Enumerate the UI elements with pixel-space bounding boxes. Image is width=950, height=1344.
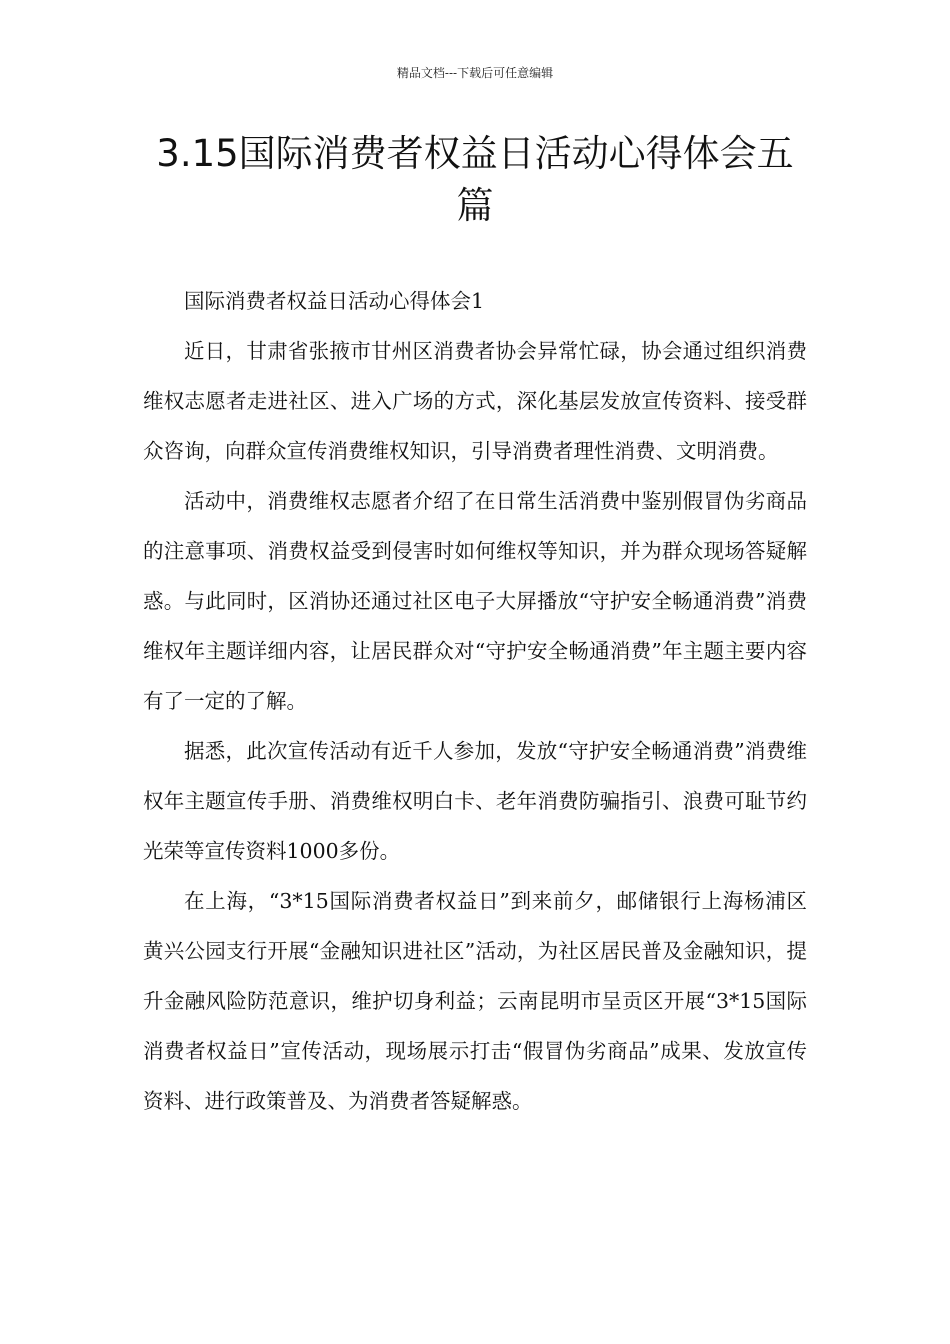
paragraph-4: 在上海，“3*15国际消费者权益日”到来前夕，邮储银行上海杨浦区黄兴公园支行开展“金融知识进社区”活动，为社区居民普及金融知识，提升金融风险防范意识，维护切身利益；云南昆明市呈贡区开展“3*15国际消费者权益日”宣传活动，现场展示打击“假冒伪劣商品”成果、发放宣传资料、进行政策普及、为消费者答疑解惑。 [143, 889, 807, 1113]
document-title: 3.15国际消费者权益日活动心得体会五篇 [156, 132, 794, 227]
paragraph-1: 近日，甘肃省张掖市甘州区消费者协会异常忙碌，协会通过组织消费维权志愿者走进社区、进入广场的方式，深化基层发放宣传资料、接受群众咨询，向群众宣传消费维权知识，引导消费者理性消费、文明消费。 [143, 339, 807, 463]
paragraph-2: 活动中，消费维权志愿者介绍了在日常生活消费中鉴别假冒伪劣商品的注意事项、消费权益受到侵害时如何维权等知识，并为群众现场答疑解惑。与此同时，区消协还通过社区电子大屏播放“守护安全畅通消费”消费维权年主题详细内容，让居民群众对“守护安全畅通消费”年主题主要内容有了一定的了解。 [143, 489, 807, 713]
paragraph-3: 据悉，此次宣传活动有近千人参加，发放“守护安全畅通消费”消费维权年主题宣传手册、消费维权明白卡、老年消费防骗指引、浪费可耻节约光荣等宣传资料1000多份。 [143, 739, 807, 863]
section-heading: 国际消费者权益日活动心得体会1 [184, 289, 485, 313]
document-body [143, 276, 807, 1126]
header-note: 精品文档---下载后可任意编辑 [396, 66, 554, 80]
